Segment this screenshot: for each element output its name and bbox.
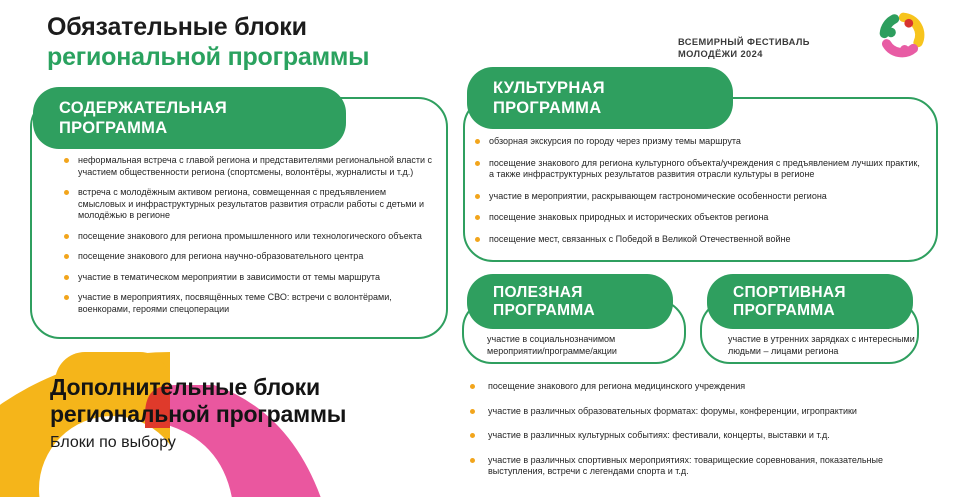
festival-logo-text [678, 37, 810, 60]
card-cultural-program-header [467, 67, 733, 129]
page-title [47, 12, 369, 72]
bullet-icon [475, 215, 480, 220]
list-item: участие в различных культурных событиях: фестивали, концерты, выставки и т.д. [470, 430, 930, 442]
list-item: участие в различных спортивных мероприятиях: товарищеские соревнования, показательные выступления, встречи с легендами спорта и т.д. [470, 455, 930, 478]
list-item: посещение знаковых природных и исторических объектов региона [475, 212, 925, 224]
additional-blocks-list [470, 381, 930, 478]
bullet-icon [470, 433, 475, 438]
additional-blocks-title [50, 374, 346, 452]
card-content-title-line2: ПРОГРАММА [59, 119, 168, 137]
card-cultural-title-line2: ПРОГРАММА [493, 99, 602, 117]
list-item: посещение знакового для региона медицинского учреждения [470, 381, 930, 393]
sport-program-text: участие в утренних зарядках с интересными людьми – лицами региона [728, 334, 915, 356]
bullet-icon [64, 190, 69, 195]
list-item: посещение знакового для региона промышленного или технологического объекта [64, 231, 436, 243]
bullet-icon [64, 234, 69, 239]
content-program-list [64, 155, 436, 315]
bullet-icon [475, 194, 480, 199]
bullet-icon [64, 275, 69, 280]
bullet-icon [470, 409, 475, 414]
card-content-program-header [33, 87, 346, 149]
page-title-line1: Обязательные блоки [47, 13, 307, 41]
list-item: участие в мероприятиях, посвящённых теме СВО: встречи с волонтёрами, военкорами, героями спецоперации [64, 292, 436, 315]
card-useful-title-line1: ПОЛЕЗНАЯ [493, 283, 583, 301]
list-item: участие в различных образовательных форматах: форумы, конференции, игропрактики [470, 406, 930, 418]
bullet-icon [64, 254, 69, 259]
additional-subtitle: Блоки по выбору [50, 434, 176, 451]
cultural-program-list [475, 136, 925, 245]
additional-title-line2: региональной программы [50, 401, 347, 427]
bullet-icon [64, 158, 69, 163]
bullet-icon [470, 384, 475, 389]
bullet-icon [475, 237, 480, 242]
useful-program-text: участие в социальнозначимом мероприятии/программе/акции [487, 334, 617, 356]
bullet-icon [64, 295, 69, 300]
list-item: участие в тематическом мероприятии в зависимости от темы маршрута [64, 272, 436, 284]
bullet-icon [475, 161, 480, 166]
page-title-line2: региональной программы [47, 43, 370, 71]
list-item: посещение знакового для региона научно-образовательного центра [64, 251, 436, 263]
list-item: посещение знакового для региона культурного объекта/учреждения с предъявлением лучших практик, а также инфраструктурных результатов развития отрасли культуры в регионе [475, 158, 925, 181]
card-useful-title-line2: ПРОГРАММА [493, 301, 596, 319]
bullet-icon [470, 458, 475, 463]
card-sport-title-line2: ПРОГРАММА [733, 301, 836, 319]
festival-logo-line2: МОЛОДЁЖИ 2024 [678, 48, 763, 59]
list-item: участие в мероприятии, раскрывающем гастрономические особенности региона [475, 191, 925, 203]
festival-logo-icon [878, 10, 926, 60]
bullet-icon [475, 139, 480, 144]
list-item: встреча с молодёжным активом региона, совмещенная с предъявлением смысловых и инфраструктурных результатов развития отрасли работы с детьми и молодёжью в регионе [64, 187, 436, 222]
card-cultural-title-line1: КУЛЬТУРНАЯ [493, 79, 605, 97]
additional-title-line1: Дополнительные блоки [50, 374, 320, 400]
card-sport-title-line1: СПОРТИВНАЯ [733, 283, 846, 301]
festival-logo [678, 10, 926, 66]
list-item: обзорная экскурсия по городу через призму темы маршрута [475, 136, 925, 148]
card-sport-program-header [707, 274, 913, 329]
list-item: посещение мест, связанных с Победой в Великой Отечественной войне [475, 234, 925, 246]
card-useful-program-header [467, 274, 673, 329]
list-item: неформальная встреча с главой региона и представителями региональной власти с участием общественности региона (спортсмены, волонтёры, журналисты и т.д.) [64, 155, 436, 178]
festival-logo-line1: ВСЕМИРНЫЙ ФЕСТИВАЛЬ [678, 37, 810, 47]
card-content-title-line1: СОДЕРЖАТЕЛЬНАЯ [59, 99, 228, 117]
